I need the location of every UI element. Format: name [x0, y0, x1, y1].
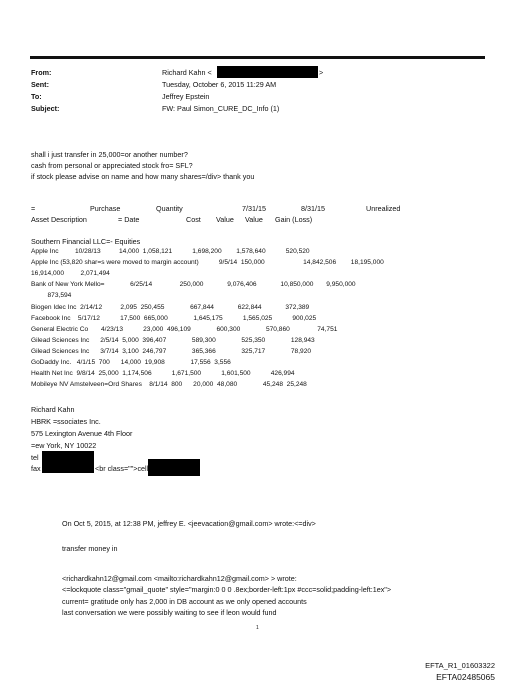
subject-value: FW: Paul Simon_CURE_DC_Info (1) [162, 104, 280, 113]
header-rule [30, 56, 485, 59]
table-header-cost: Cost [186, 215, 201, 224]
redaction-box [42, 451, 94, 462]
table-header-unrealized: Unrealized [366, 204, 401, 213]
bates-number-1: EFTA_R1_01603322 [425, 661, 495, 670]
signature-city: =ew York, NY 10022 [31, 441, 97, 450]
table-header-gain: Gain (Loss) [275, 215, 313, 224]
holding-line: 16,914,000 2,071,494 [31, 270, 110, 277]
redaction-box [42, 462, 94, 473]
holding-line: Southern Financial LLC=- Equities [31, 237, 141, 246]
subject-label: Subject: [31, 104, 60, 113]
holding-line: Health Net Inc 9/8/14 25,000 1,174,506 1,671,500 1,601,500 426,994 [31, 370, 295, 377]
table-header-eq: = [31, 204, 36, 213]
quoted-line: <=lockquote class="gmail_quote" style="margin:0 0 0 .8ex;border-left:1px #ccc=solid;padding-left:1ex"> [62, 585, 392, 594]
holding-line: Mobileye NV Amstelveen=Ord Shares 8/1/14 800 20,000 48,080 45,248 25,248 [31, 381, 307, 388]
signature-fax-tail: <br class="">cell [95, 464, 149, 473]
to-label: To: [31, 92, 42, 101]
sent-value: Tuesday, October 6, 2015 11:29 AM [162, 80, 277, 89]
sent-label: Sent: [31, 80, 49, 89]
holding-line: GoDaddy Inc. 4/1/15 700 14,000 19,908 17,556 3,556 [31, 359, 231, 366]
table-header-date-1: 7/31/15 [242, 204, 266, 213]
quoted-line: last conversation we were possibly waiting to see if leon would fund [62, 608, 277, 617]
from-value: Richard Kahn < [162, 68, 212, 77]
intro-line: if stock please advise on name and how many shares=/div> thank you [31, 172, 255, 181]
table-header-value-2: Value [245, 215, 263, 224]
intro-line: cash from personal or appreciated stock fro= SFL? [31, 161, 193, 170]
redaction-box [148, 459, 200, 476]
holding-line: Gilead Sciences Inc 2/5/14 5,000 396,407 589,300 525,350 128,943 [31, 337, 315, 344]
holding-line: Apple Inc (53,820 shar=s were moved to margin account) 9/5/14 150,000 14,842,506 18,195,000 [31, 259, 384, 266]
holding-line: Biogen Idec Inc 2/14/12 2,095 250,455 667,844 622,844 372,389 [31, 304, 310, 311]
redaction-box [217, 66, 318, 78]
signature-name: Richard Kahn [31, 405, 75, 414]
quoted-line: current= gratitude only has 2,000 in DB account as we only opened accounts [62, 597, 307, 606]
signature-tel: tel [31, 453, 39, 462]
quoted-body: transfer money in [62, 544, 118, 553]
table-header-value-1: Value [216, 215, 234, 224]
signature-fax: fax [31, 464, 41, 473]
signature-street: 575 Lexington Avenue 4th Floor [31, 429, 133, 438]
table-header-asset: Asset Description [31, 215, 87, 224]
to-value: Jeffrey Epstein [162, 92, 210, 101]
intro-line: shall i just transfer in 25,000=or another number? [31, 150, 188, 159]
table-header-date-2: 8/31/15 [301, 204, 325, 213]
holding-line: Facebook Inc 5/17/12 17,500 665,000 1,645,175 1,565,025 900,025 [31, 315, 317, 322]
table-header-quantity: Quantity [156, 204, 183, 213]
table-header-purchase: Purchase [90, 204, 121, 213]
table-header-date: = Date [118, 215, 140, 224]
holding-line: Bank of New York Mello= 6/25/14 250,000 9,076,406 10,850,000 9,950,000 [31, 281, 356, 288]
bates-number-2: EFTA02485065 [436, 672, 495, 682]
holding-line: 873,594 [31, 292, 72, 299]
quoted-line: <richardkahn12@gmail.com <mailto:richardkahn12@gmail.com> > wrote: [62, 574, 297, 583]
from-label: From: [31, 68, 52, 77]
from-tail: > [319, 68, 324, 77]
page-number: 1 [256, 625, 259, 631]
holding-line: General Electric Co 4/23/13 23,000 496,109 600,300 570,860 74,751 [31, 326, 338, 333]
holding-line: Gilead Sciences Inc 3/7/14 3,100 246,797 365,366 325,717 78,920 [31, 348, 312, 355]
signature-company: HBRK =ssociates Inc. [31, 417, 101, 426]
quoted-on-line: On Oct 5, 2015, at 12:38 PM, jeffrey E. <jeevacation@gmail.com> wrote:<=div> [62, 519, 316, 528]
holding-line: Apple Inc 10/28/13 14,000 1,058,121 1,698,200 1,578,640 520,520 [31, 248, 310, 255]
